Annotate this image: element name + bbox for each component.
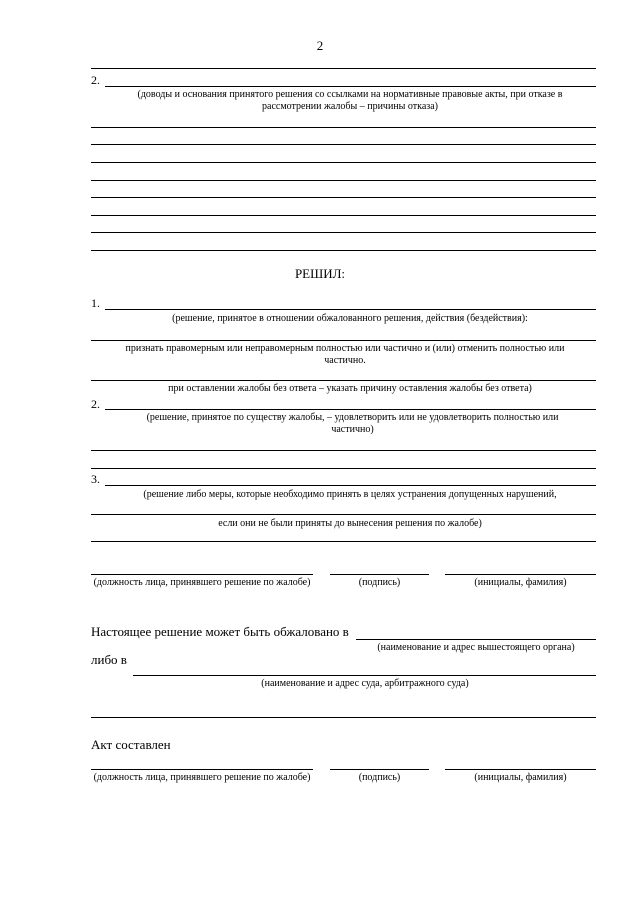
fill-line[interactable] [91,514,596,515]
caption-court: (наименование и адрес суда, арбитражного суда) [261,678,469,689]
position-line[interactable] [91,769,313,770]
caption-signature: (подпись) [358,577,401,588]
caption-arguments: (доводы и основания принятого решения со ссылками на нормативные правовые акты, при отказе в рассмотрении жалобы – причины отказа) [137,89,563,112]
caption-item1-b: признать правомерным или неправомерным полностью или частично и (или) отменить полностью или частично. [125,343,565,366]
decided-heading: РЕШИЛ: [294,266,346,281]
caption-position: (должность лица, принявшего решение по жалобе) [93,577,311,588]
item-number: 1. [91,296,100,310]
fill-line[interactable] [91,717,596,718]
court-line[interactable] [133,675,596,676]
name-line[interactable] [445,574,596,575]
fill-line[interactable] [91,541,596,542]
caption-item3-a: (решение либо меры, которые необходимо принять в целях устранения допущенных нарушений, [143,489,557,500]
fill-line[interactable] [91,180,596,181]
fill-line[interactable] [91,450,596,451]
signature-line[interactable] [330,769,429,770]
caption-signature: (подпись) [358,772,401,783]
item-number: 2. [91,397,100,411]
rule-line [91,68,596,69]
fill-line[interactable] [91,144,596,145]
fill-line[interactable] [91,380,596,381]
position-line[interactable] [91,574,313,575]
caption-item2: (решение, принятое по существу жалобы, – удовлетворить или не удовлетворить полностью или частично) [146,412,559,435]
fill-line[interactable] [91,162,596,163]
fill-line[interactable] [91,232,596,233]
item-number: 2. [91,73,100,87]
fill-line[interactable] [105,409,596,410]
caption-name: (инициалы, фамилия) [474,577,567,588]
fill-line[interactable] [91,468,596,469]
caption-item1-a: (решение, принятое в отношении обжалованного решения, действия (бездействия): [172,313,528,324]
fill-line[interactable] [91,127,596,128]
or-in-text: либо в [91,652,127,667]
caption-position: (должность лица, принявшего решение по жалобе) [93,772,311,783]
fill-line[interactable] [91,197,596,198]
higher-authority-line[interactable] [356,639,596,640]
item-number: 3. [91,472,100,486]
caption-name: (инициалы, фамилия) [474,772,567,783]
page-number: 2 [316,38,324,53]
caption-item1-c: при оставлении жалобы без ответа – указать причину оставления жалобы без ответа) [168,383,532,394]
caption-item3-b: если они не были приняты до вынесения решения по жалобе) [218,518,482,529]
fill-line[interactable] [105,309,596,310]
name-line[interactable] [445,769,596,770]
fill-line[interactable] [91,340,596,341]
caption-higher-authority: (наименование и адрес вышестоящего органа) [377,642,575,653]
fill-line[interactable] [91,215,596,216]
fill-line[interactable] [105,86,596,87]
act-text: Акт составлен [91,737,171,752]
signature-line[interactable] [330,574,429,575]
appeal-text: Настоящее решение может быть обжаловано в [91,624,349,639]
fill-line[interactable] [105,485,596,486]
fill-line[interactable] [91,250,596,251]
